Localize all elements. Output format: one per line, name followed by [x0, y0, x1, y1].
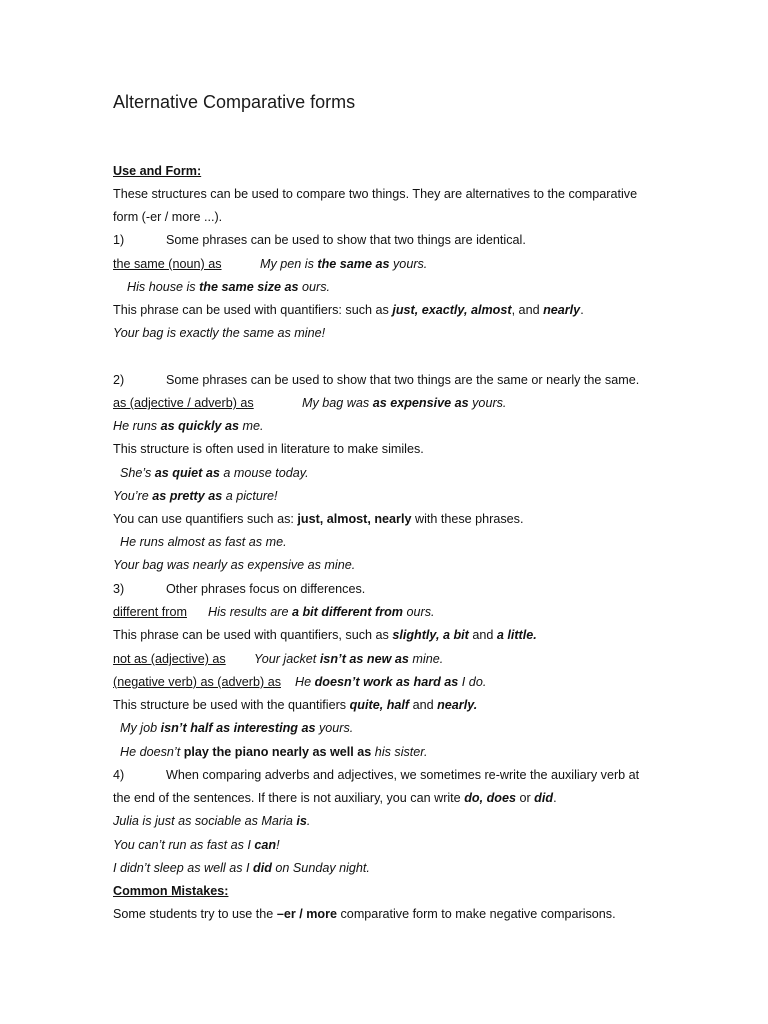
- example-highlight: can: [254, 838, 277, 852]
- example-text: His house is: [127, 280, 200, 294]
- use-and-form-heading: Use and Form:: [113, 164, 202, 178]
- pattern-same-as: the same (noun) as: [113, 257, 222, 271]
- example-line: [113, 813, 310, 829]
- note-text: This phrase can be used with quantifiers, such as: [113, 628, 393, 642]
- pattern-not-as: not as (adjective) as: [113, 652, 226, 666]
- intro-line-1: These structures can be used to compare two things. They are alternatives to the comparative: [113, 187, 638, 201]
- mistakes-line: [113, 906, 616, 922]
- example-line: [113, 488, 278, 504]
- note-line: [113, 627, 537, 643]
- common-mistakes-heading: Common Mistakes:: [113, 884, 229, 898]
- note-highlight: a little.: [496, 628, 537, 642]
- example-text: I didn’t sleep as well as I: [113, 861, 254, 875]
- note-highlight: just, almost, nearly: [297, 512, 412, 526]
- example-text: yours.: [389, 257, 428, 271]
- note-highlight: nearly.: [437, 698, 478, 712]
- section-3-pattern-row: [113, 651, 443, 667]
- note-highlight: nearly: [543, 303, 581, 317]
- example-text: yours.: [468, 396, 507, 410]
- example-highlight: the same size as: [199, 280, 299, 294]
- page-title: Alternative Comparative forms: [113, 92, 356, 112]
- example-text: on Sunday night.: [271, 861, 370, 875]
- example-text: My bag was: [302, 396, 373, 410]
- note-text: You can use quantifiers such as:: [113, 512, 298, 526]
- note-text: and: [468, 628, 497, 642]
- section-2-text: Some phrases can be used to show that two things are the same or nearly the same.: [166, 373, 640, 387]
- example-highlight: as quiet as: [154, 466, 220, 480]
- example-highlight: play the piano nearly as well as: [183, 745, 372, 759]
- example-line: He runs almost as fast as me.: [120, 535, 287, 549]
- section-2-number: 2): [113, 373, 125, 387]
- example-highlight: the same as: [317, 257, 390, 271]
- example-highlight: as pretty as: [152, 489, 223, 503]
- example-highlight: as expensive as: [372, 396, 469, 410]
- example-text: She’s: [120, 466, 155, 480]
- example-text: mine.: [408, 652, 444, 666]
- example-highlight: isn’t half as interesting as: [160, 721, 316, 735]
- example-text: !: [276, 838, 280, 852]
- section-4-text: When comparing adverbs and adjectives, we sometimes re-write the auxiliary verb at: [166, 768, 640, 782]
- note-highlight: slightly, a bit: [392, 628, 469, 642]
- note-text: This structure be used with the quantifiers: [113, 698, 350, 712]
- example-text: My job: [120, 721, 161, 735]
- section-2-pattern-row: [113, 395, 506, 411]
- note-text: and: [409, 698, 438, 712]
- pattern-negative-verb: (negative verb) as (adverb) as: [113, 675, 281, 689]
- note-line: [113, 511, 523, 527]
- note-text: This phrase can be used with quantifiers: such as: [113, 303, 393, 317]
- example-text: ours.: [403, 605, 435, 619]
- note-highlight: did: [534, 791, 554, 805]
- section-4-heading: [113, 767, 639, 783]
- example-text: His results are: [208, 605, 292, 619]
- example-line: [127, 279, 330, 295]
- note-text: .: [553, 791, 557, 805]
- note-text: with these phrases.: [411, 512, 524, 526]
- example-text: a picture!: [222, 489, 278, 503]
- example-highlight: is: [296, 814, 307, 828]
- example-text: Julia is just as sociable as Maria: [113, 814, 297, 828]
- note-highlight: quite, half: [349, 698, 410, 712]
- example-text: You can’t run as fast as I: [113, 838, 255, 852]
- example-line: Your bag is exactly the same as mine!: [113, 326, 326, 340]
- note-text: comparative form to make negative comparisons.: [337, 907, 616, 921]
- example-line: [120, 720, 353, 736]
- example-line: Your bag was nearly as expensive as mine.: [113, 558, 356, 572]
- section-1-text: Some phrases can be used to show that two things are identical.: [166, 233, 526, 247]
- example-highlight: doesn’t work as hard as: [314, 675, 459, 689]
- note-highlight: –er / more: [276, 907, 338, 921]
- section-3-pattern-row: [113, 604, 435, 620]
- example-text: a mouse today.: [219, 466, 309, 480]
- example-line: [120, 744, 428, 760]
- section-3-number: 3): [113, 582, 125, 596]
- example-text: You’re: [113, 489, 153, 503]
- pattern-different-from: different from: [113, 605, 187, 619]
- note-text: .: [580, 303, 584, 317]
- section-2-heading: [113, 372, 639, 388]
- note-text: Some students try to use the: [113, 907, 277, 921]
- example-text: He runs: [113, 419, 161, 433]
- section-4-number: 4): [113, 768, 125, 782]
- example-line: [113, 860, 370, 876]
- example-text: He: [295, 675, 315, 689]
- example-text: yours.: [315, 721, 354, 735]
- note-text: , and: [511, 303, 544, 317]
- note-highlight: do, does: [464, 791, 516, 805]
- example-text: his sister.: [371, 745, 428, 759]
- example-text: ours.: [298, 280, 331, 294]
- pattern-as-as: as (adjective / adverb) as: [113, 396, 254, 410]
- note-text: or: [515, 791, 535, 805]
- section-3-text: Other phrases focus on differences.: [166, 582, 366, 596]
- example-text: He doesn’t: [120, 745, 184, 759]
- section-1-number: 1): [113, 233, 125, 247]
- example-text: me.: [239, 419, 264, 433]
- example-highlight: as quickly as: [160, 419, 240, 433]
- example-line: [113, 837, 280, 853]
- note-line: This structure is often used in literature to make similes.: [113, 442, 424, 456]
- example-highlight: did: [253, 861, 272, 875]
- example-text: My pen is: [260, 257, 318, 271]
- example-line: [113, 418, 264, 434]
- intro-line-2: form (-er / more ...).: [113, 210, 223, 224]
- example-highlight: a bit different from: [291, 605, 404, 619]
- note-line: [113, 697, 477, 713]
- example-text: Your jacket: [254, 652, 320, 666]
- section-1-heading: [113, 232, 526, 248]
- section-4-line-2: [113, 790, 557, 806]
- note-line: [113, 302, 584, 318]
- example-line: [120, 465, 309, 481]
- section-3-pattern-row: [113, 674, 486, 690]
- example-highlight: isn’t as new as: [319, 652, 409, 666]
- section-3-heading: [113, 581, 365, 597]
- section-1-pattern-row: [113, 256, 427, 272]
- note-highlight: just, exactly, almost: [392, 303, 512, 317]
- example-text: .: [306, 814, 311, 828]
- note-text: the end of the sentences. If there is not auxiliary, you can write: [113, 791, 465, 805]
- example-text: I do.: [458, 675, 487, 689]
